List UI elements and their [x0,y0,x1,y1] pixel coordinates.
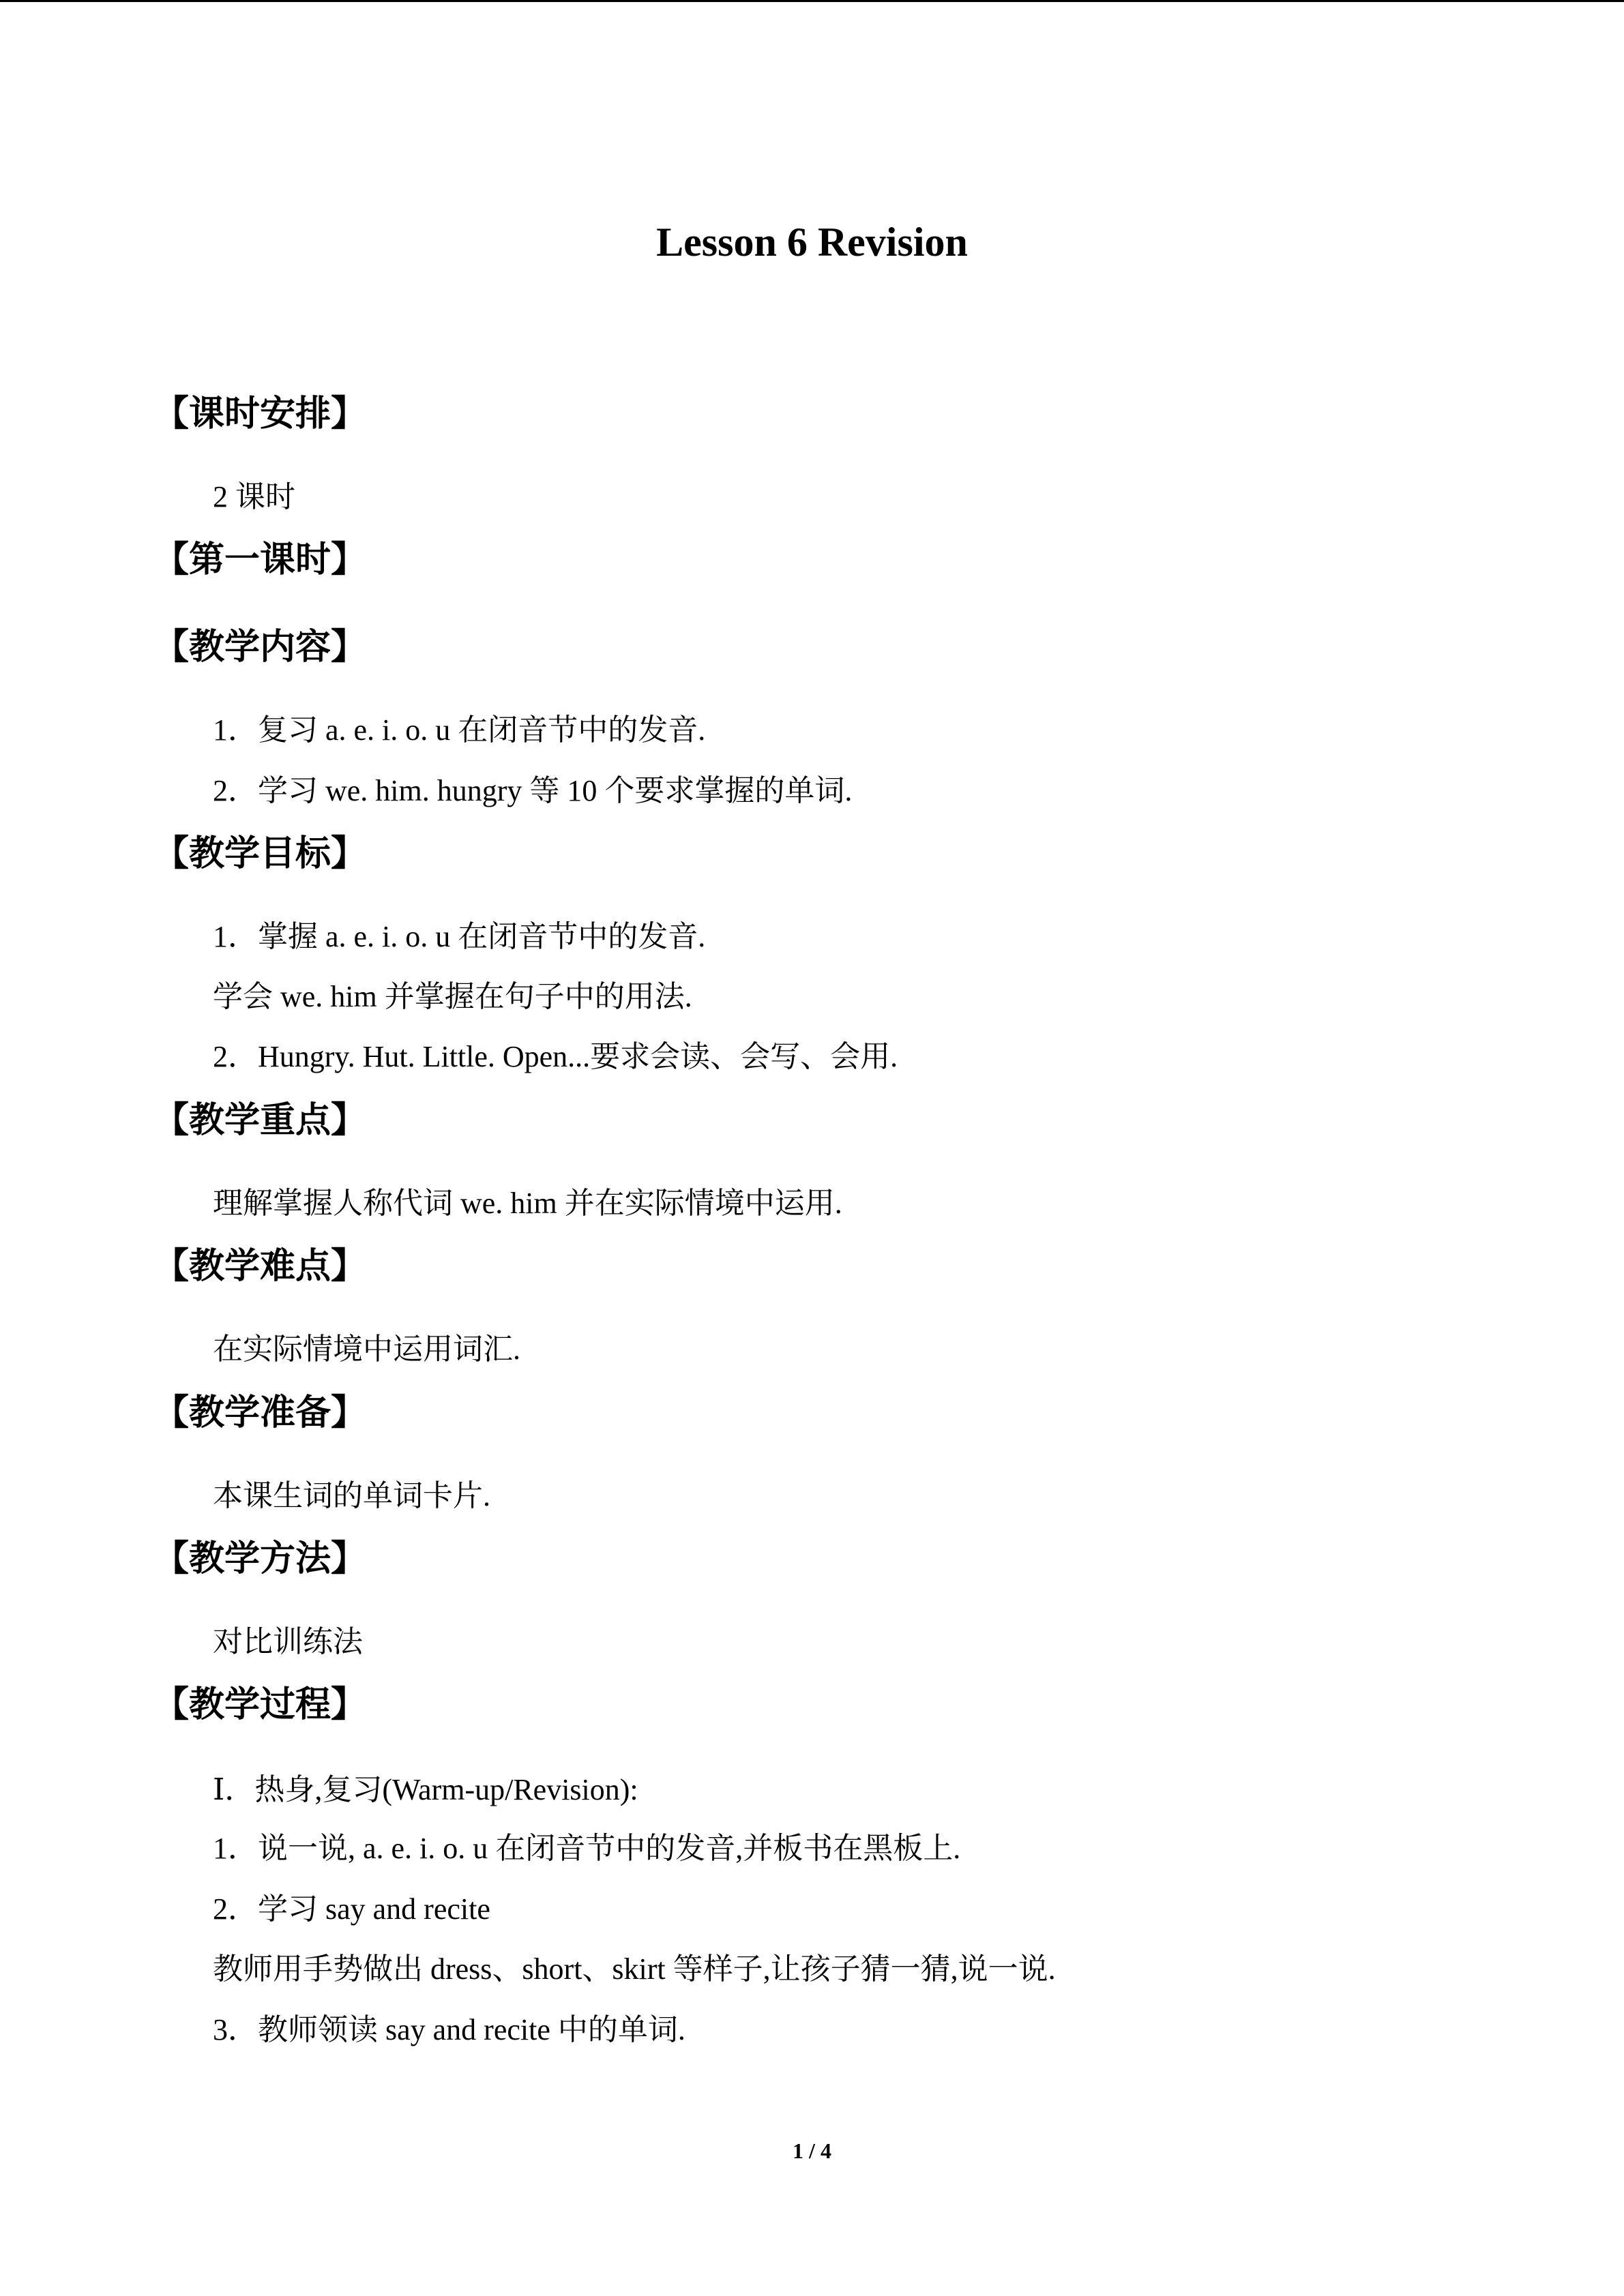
section-line: 2．学习 say and recite [213,1892,490,1926]
section-line: 教师用手势做出 dress、short、skirt 等样子,让孩子猜一猜,说一说. [213,1952,1056,1986]
section-line: 1．复习 a. e. i. o. u 在闭音节中的发音. [213,713,706,747]
section-line: 对比训练法 [213,1625,363,1658]
section-line: 学会 we. him 并掌握在句子中的用法. [213,980,692,1013]
page-number: 1 / 4 [793,2138,831,2163]
section-heading-difficulties: 【教学难点】 [153,1246,367,1287]
section-heading-preparation: 【教学准备】 [153,1392,367,1433]
section-heading-method: 【教学方法】 [153,1538,367,1579]
section-heading-first-lesson: 【第一课时】 [153,539,367,580]
section-heading-content: 【教学内容】 [153,627,367,668]
section-heading-key-points: 【教学重点】 [153,1100,367,1141]
section-line: 2．学习 we. him. hungry 等 10 个要求掌握的单词. [213,774,853,807]
section-heading-schedule: 【课时安排】 [153,393,367,434]
section-line: Ⅰ．热身,复习(Warm-up/Revision): [213,1773,638,1806]
section-line: 2．Hungry. Hut. Little. Open...要求会读、会写、会用. [213,1040,898,1073]
section-line: 本课生词的单词卡片. [213,1479,490,1512]
section-heading-process: 【教学过程】 [153,1684,367,1725]
section-line: 1．说一说, a. e. i. o. u 在闭音节中的发音,并板书在黑板上. [213,1832,961,1865]
document-title: Lesson 6 Revision [656,220,968,265]
section-line: 1．掌握 a. e. i. o. u 在闭音节中的发音. [213,920,706,953]
section-heading-objectives: 【教学目标】 [153,833,367,874]
section-line: 3．教师领读 say and recite 中的单词. [213,2013,685,2046]
section-line: 2 课时 [213,480,295,513]
section-line: 理解掌握人称代词 we. him 并在实际情境中运用. [213,1187,842,1220]
section-line: 在实际情境中运用词汇. [213,1332,520,1366]
